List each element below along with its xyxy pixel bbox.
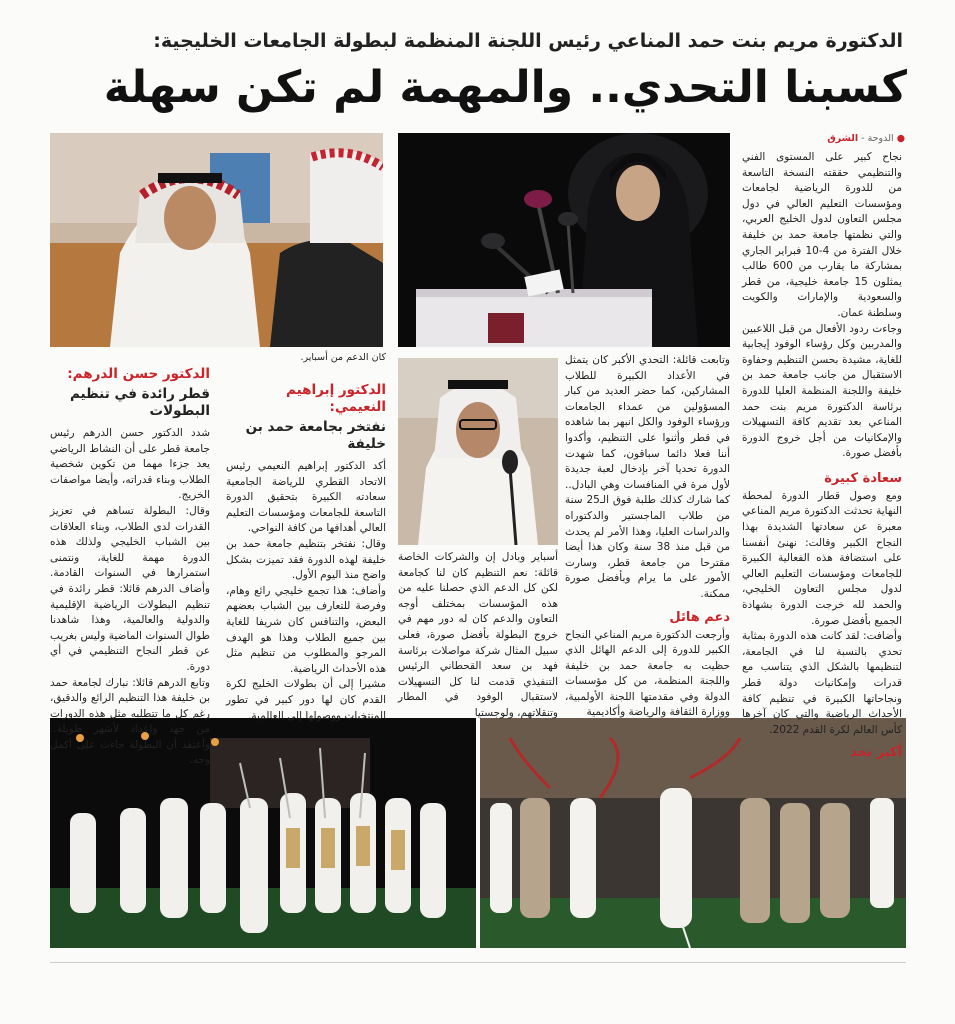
- dateline-city: الدوحة -: [858, 133, 894, 144]
- paragraph: مشيرا إلى أن بطولات الخليج لكرة القدم كان لها دور كبير في تطور المنتخبات ووصولها إلى العالمية.: [226, 678, 386, 722]
- paragraph: وأضاف: هذا تجمع خليجي رائع وهام، وفرصة للتعارف بين الشباب بعضهم البعض، والتنافس كان شريفا للغاية بين جميع الطلاب وهذا هو الهدف المرجو والمطلوب من تنظيم مثل هذه الأحداث الرياضية.: [226, 584, 386, 675]
- column-center: [398, 550, 558, 722]
- dateline: [827, 133, 905, 144]
- durham-title: الدكتور حسن الدرهم:: [67, 366, 210, 382]
- naimi-photo: [398, 358, 558, 545]
- paragraph: ومع وصول قطار الدورة لمحطة النهاية تحدثت الدكتورة مريم المناعي معبرة عن سعادتها الشديدة بهذا النجاح الكبير وقالت: نهنئ أنفسنا على استضافة هذه الفعالية الكبيرة للجامعات ومؤسسات التعليم العالي لدول مجلس التعاون الخليجي، والحمد لله خرجت الدورة بشهادة الجميع بأفضل صورة.: [742, 489, 902, 627]
- durham-photo: [50, 133, 383, 347]
- dateline-brand: الشرق: [827, 133, 859, 144]
- paragraph: وأضافت: لقد كانت هذه الدورة بمثابة تحدي بالنسبة لنا في الجامعة، لتنظيمها بالشكل الذي يتناسب مع قدرات وإمكانيات دولة قطر ونجاحاتها الكبيرة في تنظيم كافة الأحداث الرياضية والتي كان آخرها كأس العالم لكرة القدم 2022.: [742, 630, 902, 736]
- column-naimi: [226, 382, 386, 724]
- paragraph: شدد الدكتور حسن الدرهم رئيس جامعة قطر على أن النشاط الرياضي يعد جزءا مهما من تكوين شخصية الطلاب وبناء قدراته، وأيضا مواصفات الخريج.: [50, 427, 210, 502]
- subhead: سعادة كبيرة: [824, 470, 902, 486]
- speaker-photo: [398, 133, 730, 347]
- bullet-icon: ●: [896, 133, 905, 144]
- paragraph: أسباير وبادل إن والشركات الخاصة قائلة: نعم التنظيم كان لنا كجامعة لكن كل الدعم الذي حصلنا عليه من هذه المؤسسات بمختلف أوجه التعاون والدعم كان له دور مهم في خروج البطولة بأفضل صورة، فعلى سبيل المثال شركة مواصلات برئاسة فهد بن سعد القحطاني الرئيس التنفيذي قدمت لنا كل التسهيلات لاستقبال الوفود في المطار وتنقلاتهم، ولوجستيا: [398, 551, 558, 719]
- column-middle: [565, 353, 730, 721]
- subhead: أكبر تحد: [850, 745, 902, 761]
- article-kicker: الدكتورة مريم بنت حمد المناعي رئيس اللجنة المنظمة لبطولة الجامعات الخليجية:: [153, 30, 903, 52]
- column-durham: [50, 366, 210, 769]
- naimi-title: الدكتور إبراهيم النعيمي:: [286, 382, 386, 415]
- paragraph: وجاءت ردود الأفعال من قبل اللاعبين والمدربين وكل رؤساء الوفود إيجابية للغاية، مشيدة بحسن التنظيم وحفاوة الاستقبال من جانب جامعة حمد بن خليفة واللجنة المنظمة العليا للدورة برئاسة الدكتورة مريم بنت حمد المناعي بعد تقديم كافة التسهيلات والإمكانيات من أجل خروج الدورة بأفضل صورة.: [742, 322, 902, 460]
- subhead: دعم هائل: [669, 609, 730, 625]
- article-headline: كسبنا التحدي.. والمهمة لم تكن سهلة: [103, 62, 907, 113]
- paragraph: وتابعت قائلة: التحدي الأكبر كان يتمثل في الأعداد الكبيرة للطلاب المشاركين، كما حضر العديد من كبار المسؤولين من عمداء الجامعات ورؤساء الوفود والكل انبهر بما شاهده في قطر وأثنوا على التنظيم، وأكدوا أننا فعلا دائما سباقون، كما شهدت الدورة تحديا آخر بإدخال لعبة جديدة لأول مرة في المنافسات وهي البادل.. كما شارك كذلك طلبة فوق الـ25 سنة من طلاب الماجستير والدكتوراه والدراسات العليا، وهذا الأمر لم يحدث من قبل منذ 38 سنة وكان هذا أيضا مقترحا من جامعة قطر، وسارت الأمور على ما يرام وبأفضل صورة ممكنة.: [565, 354, 731, 600]
- paragraph: أكد الدكتور إبراهيم النعيمي رئيس الاتحاد القطري للرياضة الجامعية سعادته الكبيرة بتحقيق الدورة التاسعة للجامعات ومؤسسات التعليم العالي أهدافها من كافة النواحي.: [226, 460, 386, 535]
- paragraph: وتابع الدرهم قائلا: نبارك لجامعة حمد بن خليفة هذا التنظيم الرائع والدقيق، رغم كل ما تتطلبه مثل هذه الدورات من جهد وإعداد لأشهر طويلة.. وأعتقد أن البطولة جاءت على أكمل وجه.: [50, 676, 210, 767]
- paragraph: وأرجعت الدكتورة مريم المناعي النجاح الكبير للدورة إلى الدعم الهائل الذي حظيت به جامعة حمد بن خليفة واللجنة المنظمة، من كل مؤسسات الدولة وفي مقدمتها اللجنة الأولمبية، ووزارة الثقافة والرياضة وأكاديمية: [564, 628, 730, 719]
- photo-caption: كان الدعم من أسباير.: [300, 352, 386, 363]
- paragraph: نجاح كبير على المستوى الفني والتنظيمي حققته النسخة التاسعة من للدورة الرياضية لجامعات ومؤسسات التعليم العالي في دول مجلس التعاون لدول الخليج العربي، والتي نظمتها جامعة حمد بن خليفة خلال الفترة من 4-10 فبراير الجاري بمشاركة ما يقارب من 600 طالب يمثلون 15 جامعة خليجية، من قطر والسعودية والإمارات والكويت وسلطنة عمان.: [742, 151, 902, 319]
- bottom-rule: [50, 962, 906, 963]
- paragraph: وقال: البطولة تساهم في تعزيز القدرات لدى الطلاب، وبناء العلاقات بين الشباب الخليجي ولذلك هذه الدورة مهمة للغاية، ونتمنى استمرارها في السنوات القادمة. وأضاف الدرهم قائلا: قطر رائدة في تنظيم البطولات الرياضية الإقليمية والدولية والعالمية، وهذا شاهدنا طوال السنوات الماضية وليس بغريب عن قطر النجاح التنظيمي في أي دورة.: [50, 504, 210, 673]
- naimi-subtitle: نفتخر بجامعة حمد بن خليفة: [245, 419, 386, 452]
- durham-subtitle: قطر رائدة في تنظيم البطولات: [69, 386, 210, 419]
- column-right: [742, 150, 902, 761]
- paragraph: وقال: نفتخر بتنظيم جامعة حمد بن خليفة لهذه الدورة فقد تميزت بشكل واضح منذ اليوم الأول.: [226, 537, 386, 582]
